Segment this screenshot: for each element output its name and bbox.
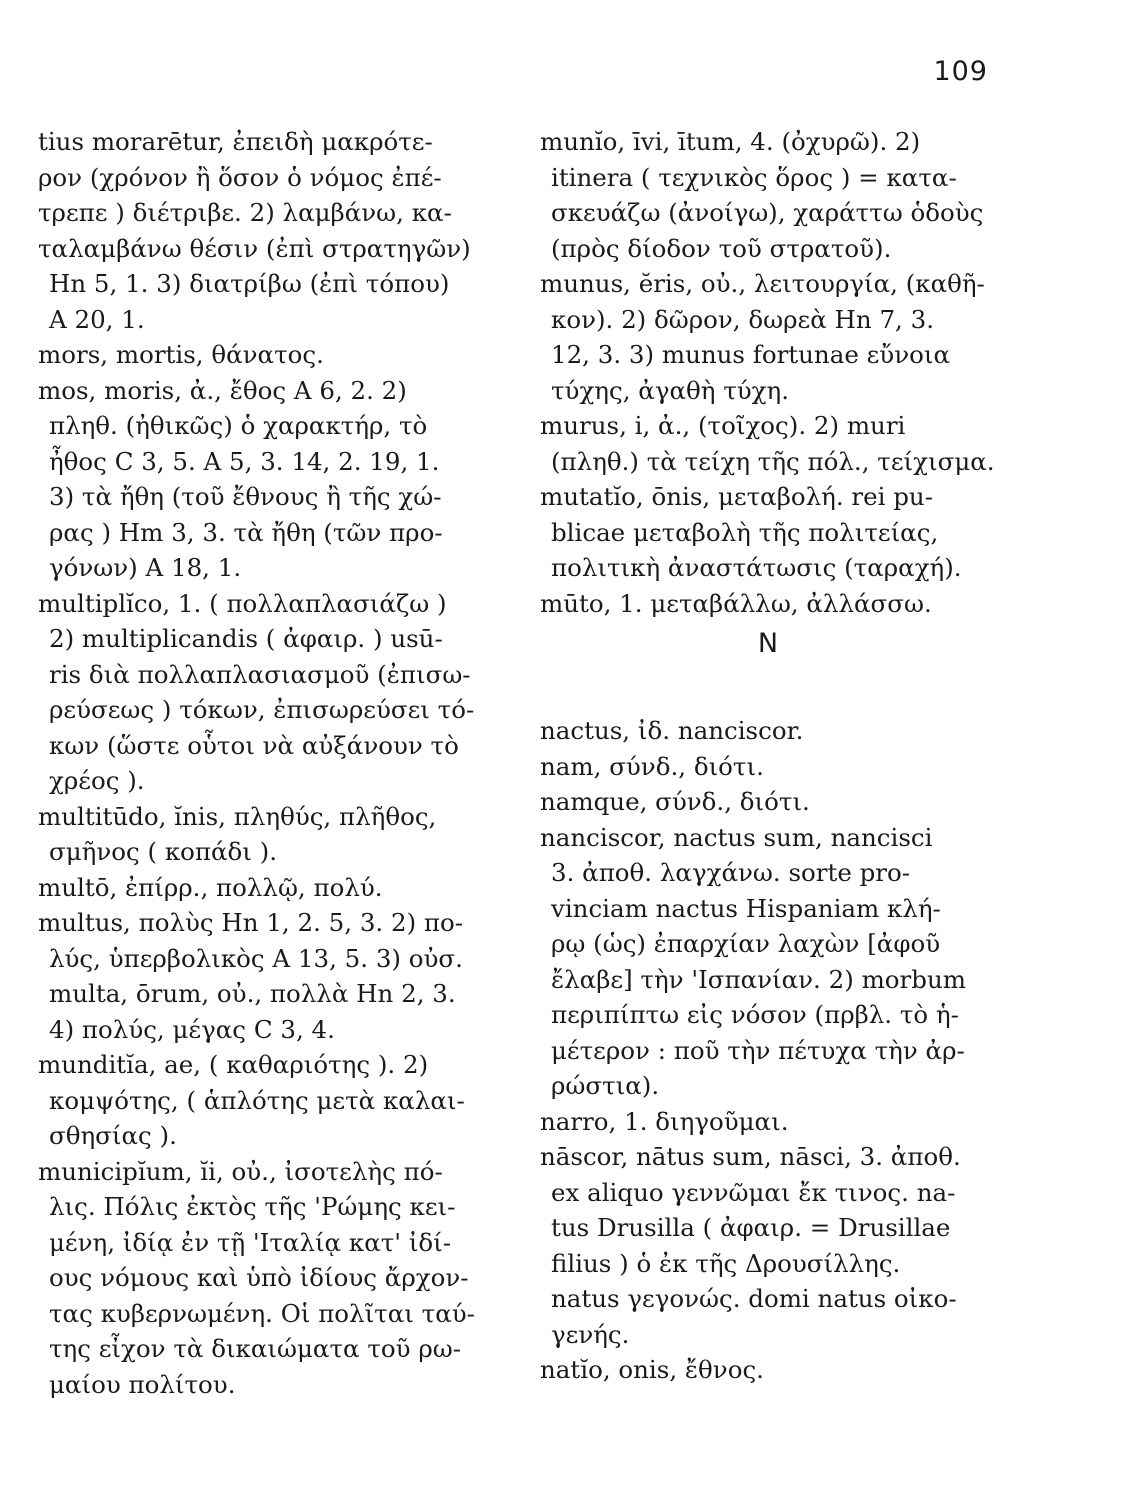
dictionary-line: ρας ) Hm 3, 3. τὰ ἤθη (τῶν προ- — [49, 517, 443, 547]
left-column — [38, 124, 516, 1402]
dictionary-entry-murus: murus, i, ἀ., (τοῖχος). 2) muri — [540, 411, 906, 440]
dictionary-line: πληθ. (ἠθικῶς) ὁ χαρακτήρ, τὸ — [49, 411, 428, 440]
dictionary-line: μέτερον : ποῦ τὴν πέτυχα τὴν ἀρ- — [551, 1035, 965, 1065]
dictionary-line: ρῳ (ὡς) ἐπαρχίαν λαχὼν [ἀφοῦ — [551, 929, 941, 958]
dictionary-entry-mos: mos, moris, ἀ., ἔθος A 6, 2. 2) — [38, 375, 407, 405]
dictionary-line: vinciam nactus Hispaniam κλή- — [551, 893, 941, 923]
dictionary-line: 12, 3. 3) munus fortunae εὔνοια — [551, 340, 950, 369]
dictionary-line: κον). 2) δῶρον, δωρεὰ Hn 7, 3. — [551, 304, 935, 334]
dictionary-line: ἔλαβε] τὴν 'Ισπανίαν. 2) morbum — [551, 964, 966, 994]
dictionary-line: μένη, ἰδίᾳ ἐν τῇ 'Ιταλίᾳ κατ' ἰδί- — [49, 1227, 452, 1257]
dictionary-line: ους νόμους καὶ ὑπὸ ἰδίους ἄρχον- — [49, 1263, 469, 1292]
dictionary-entry-munio: munĭo, īvi, ītum, 4. (ὀχυρῶ). 2) — [540, 127, 921, 156]
dictionary-line: ris διὰ πολλαπλασιασμοῦ (ἐπισω- — [49, 659, 471, 689]
dictionary-line: A 20, 1. — [49, 304, 145, 334]
dictionary-line: filius ) ὁ ἐκ τῆς Δρουσίλλης. — [551, 1248, 901, 1278]
dictionary-line: της εἶχον τὰ δικαιώματα τοῦ ρω- — [49, 1334, 462, 1363]
dictionary-entry-narro: narro, 1. διηγοῦμαι. — [540, 1106, 789, 1136]
dictionary-line: tius morarētur, ἐπειδὴ μακρότε- — [38, 127, 433, 156]
dictionary-line: 3) τὰ ἤθη (τοῦ ἔθνους ἢ τῆς χώ- — [49, 482, 442, 511]
dictionary-line: πολιτικὴ ἀναστάτωσις (ταραχή). — [551, 553, 962, 582]
dictionary-line: χρέος ). — [49, 766, 145, 795]
dictionary-line: 4) πολύς, μέγας C 3, 4. — [49, 1014, 335, 1044]
dictionary-entry-multitudo: multitūdo, ĭnis, πληθύς, πλῆθος, — [38, 801, 437, 831]
dictionary-line: (πληθ.) τὰ τείχη τῆς πόλ., τείχισμα. — [551, 446, 995, 476]
dictionary-entry-nascor: nāscor, nātus sum, nāsci, 3. ἀποθ. — [540, 1142, 961, 1171]
dictionary-line: κομψότης, ( ἁπλότης μετὰ καλαι- — [49, 1085, 465, 1115]
dictionary-line: multa, ōrum, οὐ., πολλὰ Hn 2, 3. — [49, 979, 456, 1008]
section-letter-heading: N — [757, 628, 779, 659]
dictionary-line: σκευάζω (ἀνοίγω), χαράττω ὁδοὺς — [551, 198, 984, 227]
dictionary-entry-mors: mors, mortis, θάνατος. — [38, 340, 324, 369]
dictionary-entry-munditia: munditĭa, ae, ( καθαριότης ). 2) — [38, 1050, 429, 1079]
dictionary-entry-munus: munus, ĕris, οὐ., λειτουργία, (καθῆ- — [540, 269, 985, 298]
dictionary-line: ex aliquo γεννῶμαι ἔκ τινος. na- — [551, 1177, 956, 1207]
dictionary-entry-nactus: nactus, ἰδ. nanciscor. — [540, 716, 804, 745]
dictionary-line: σμῆνος ( κοπάδι ). — [49, 837, 278, 866]
dictionary-entry-natio: natĭo, onis, ἔθνος. — [540, 1355, 764, 1384]
dictionary-line: ρώστια). — [551, 1071, 660, 1100]
dictionary-line: ταλαμβάνω θέσιν (ἐπὶ στρατηγῶν) — [38, 233, 471, 263]
dictionary-line: γόνων) A 18, 1. — [49, 553, 242, 582]
dictionary-line: κων (ὥστε οὗτοι νὰ αὐξάνουν τὸ — [49, 730, 459, 760]
dictionary-entry-multus: multus, πολὺς Hn 1, 2. 5, 3. 2) πο- — [38, 908, 464, 937]
dictionary-line: 3. ἀποθ. λαγχάνω. sorte pro- — [551, 858, 911, 887]
dictionary-entry-muto: mūto, 1. μεταβάλλω, ἀλλάσσω. — [540, 588, 932, 618]
dictionary-line: blicae μεταβολὴ τῆς πολιτείας, — [551, 517, 939, 547]
dictionary-entry-municipium: municipĭum, ĭi, οὐ., ἰσοτελὴς πό- — [38, 1156, 443, 1186]
dictionary-line: ρεύσεως ) τόκων, ἐπισωρεύσει τό- — [49, 695, 475, 724]
dictionary-line: natus γεγονώς. domi natus οἰκο- — [551, 1284, 957, 1313]
dictionary-line: ἦθος C 3, 5. A 5, 3. 14, 2. 19, 1. — [49, 446, 440, 476]
page-number: 109 — [933, 56, 988, 87]
dictionary-entry-multiplico: multiplĭco, 1. ( πολλαπλασιάζω ) — [38, 588, 447, 618]
dictionary-line: 2) multiplicandis ( ἀφαιρ. ) usū- — [49, 624, 443, 653]
dictionary-line: tus Drusilla ( ἀφαιρ. = Drusillae — [551, 1213, 951, 1242]
dictionary-line: (πρὸς δίοδον τοῦ στρατοῦ). — [551, 233, 892, 263]
dictionary-line: μαίου πολίτου. — [49, 1369, 236, 1399]
dictionary-line: ρον (χρόνον ἢ ὅσον ὁ νόμος ἐπέ- — [38, 162, 442, 192]
dictionary-entry-mutatio: mutatĭo, ōnis, μεταβολή. rei pu- — [540, 482, 933, 511]
dictionary-line: γενής. — [551, 1319, 630, 1349]
dictionary-entry-nam: nam, σύνδ., διότι. — [540, 751, 764, 781]
dictionary-line: τρεπε ) διέτριβε. 2) λαμβάνω, κα- — [38, 198, 452, 227]
dictionary-line: λύς, ὑπερβολικὸς A 13, 5. 3) οὐσ. — [49, 943, 463, 973]
dictionary-entry-namque: namque, σύνδ., διότι. — [540, 787, 810, 816]
dictionary-line: λις. Πόλις ἐκτὸς τῆς 'Ρώμης κει- — [49, 1192, 456, 1221]
dictionary-entry-nanciscor: nanciscor, nactus sum, nancisci — [540, 822, 933, 852]
dictionary-entry-multo: multō, ἐπίρρ., πολλῷ, πολύ. — [38, 872, 383, 902]
right-column — [540, 124, 996, 1388]
dictionary-line: τύχης, ἀγαθὴ τύχη. — [551, 375, 789, 405]
dictionary-line: τας κυβερνωμένη. Οἱ πολῖται ταύ- — [49, 1298, 475, 1328]
dictionary-line: σθησίας ). — [49, 1121, 177, 1150]
dictionary-line: περιπίπτω εἰς νόσον (πρβλ. τὸ ἡ- — [551, 1000, 959, 1029]
dictionary-line: Hn 5, 1. 3) διατρίβω (ἐπὶ τόπου) — [49, 269, 450, 298]
dictionary-line: itinera ( τεχνικὸς ὅρος ) = κατα- — [551, 162, 957, 192]
